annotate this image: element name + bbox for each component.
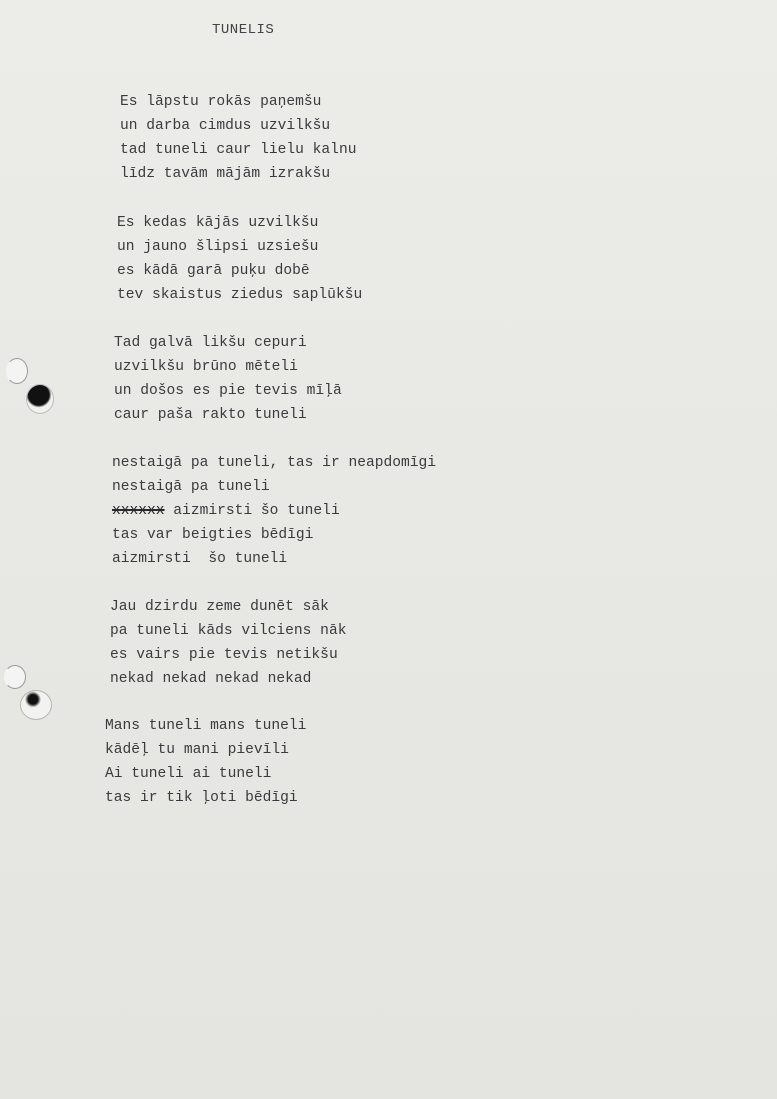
poem-line: nestaigā pa tuneli xyxy=(112,479,270,495)
poem-line: Mans tuneli mans tuneli xyxy=(105,718,307,734)
poem-line: tas var beigties bēdīgi xyxy=(112,527,314,543)
stanza-6 xyxy=(105,714,306,810)
poem-line: līdz tavām mājām izrakšu xyxy=(120,166,331,182)
punch-hole-icon xyxy=(4,665,26,689)
stanza-4 xyxy=(112,451,436,571)
poem-line: uzvilkšu brūno mēteli xyxy=(114,359,298,375)
poem-line: un jauno šlipsi uzsiešu xyxy=(117,239,319,255)
poem-line: pa tuneli kāds vilciens nāk xyxy=(110,623,347,639)
poem-line: Tad galvā likšu cepuri xyxy=(114,335,307,351)
punch-hole-icon xyxy=(20,690,52,720)
poem-line: kādēļ tu mani pievīli xyxy=(105,742,289,758)
poem-line: nestaigā pa tuneli, tas ir neapdomīgi xyxy=(112,455,437,471)
poem-line-rest: aizmirsti šo tuneli xyxy=(164,503,340,519)
stanza-5 xyxy=(110,595,346,691)
poem-line-with-strikeout xyxy=(112,499,436,523)
poem-line: Es kedas kājās uzvilkšu xyxy=(117,215,319,231)
poem-title: TUNELIS xyxy=(212,22,275,38)
poem-line: un darba cimdus uzvilkšu xyxy=(120,118,331,134)
punch-hole-icon xyxy=(6,358,28,384)
punch-hole-icon xyxy=(26,384,54,414)
poem-line: un došos es pie tevis mīļā xyxy=(114,383,342,399)
poem-line: caur paša rakto tuneli xyxy=(114,407,307,423)
poem-line: tad tuneli caur lielu kalnu xyxy=(120,142,357,158)
stanza-2 xyxy=(117,211,362,307)
poem-line: nekad nekad nekad nekad xyxy=(110,671,312,687)
poem-line: tas ir tik ļoti bēdīgi xyxy=(105,790,298,806)
poem-line: Jau dzirdu zeme dunēt sāk xyxy=(110,599,329,615)
stanza-3 xyxy=(114,331,342,427)
poem-line: Es lāpstu rokās paņemšu xyxy=(120,94,322,110)
poem-line: es vairs pie tevis netikšu xyxy=(110,647,338,663)
poem-line: tev skaistus ziedus saplūkšu xyxy=(117,287,363,303)
stanza-1 xyxy=(120,90,356,186)
poem-line: es kādā garā puķu dobē xyxy=(117,263,310,279)
struck-out-word: xxxxxx xyxy=(112,503,165,519)
poem-line: Ai tuneli ai tuneli xyxy=(105,766,272,782)
poem-line: aizmirsti šo tuneli xyxy=(112,551,288,567)
